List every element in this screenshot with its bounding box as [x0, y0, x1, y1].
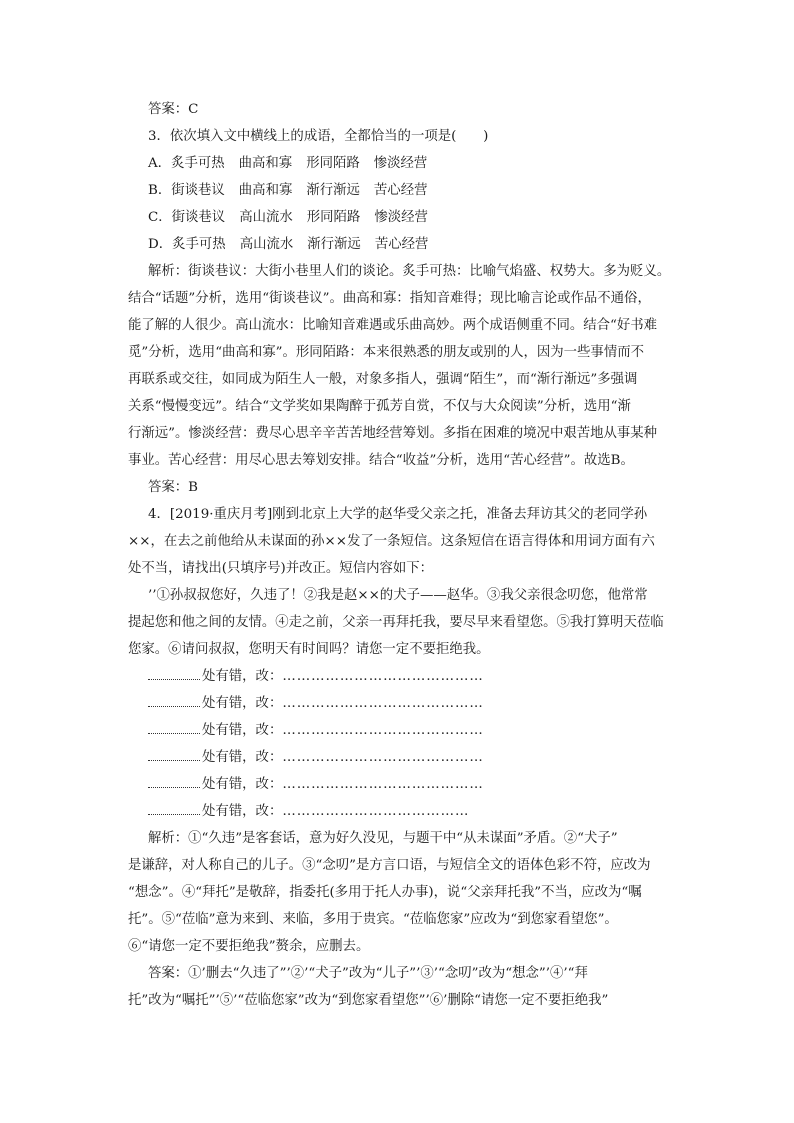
option-label: A． [148, 156, 172, 171]
option-word: 惨淡经营 [374, 210, 428, 225]
blank-line [148, 744, 680, 771]
option-word: 高山流水 [239, 210, 293, 225]
message-line: 您家。⑥请问叔叔，您明天有时间吗？请您一定不要拒绝我。 [128, 642, 490, 657]
stem-line: 处不当，请找出(只填序号)并改正。短信内容如下： [128, 561, 434, 576]
option-word: 炙手可热 [172, 237, 226, 252]
analysis-line: 关系“慢慢变远”。结合“文学奖如果陶醉于孤芳自赏，不仅与大众阅读”分析，选用“渐 [128, 399, 631, 414]
analysis-line: 解析：①“久违”是客套话，意为好久没见，与题干中“从未谋面”矛盾。②“犬子” [148, 831, 618, 846]
q3-option-c [148, 204, 680, 231]
blank-line [148, 690, 680, 717]
option-label: D． [148, 237, 173, 252]
option-word: 街谈巷议 [171, 183, 225, 198]
analysis-line: 是谦辞，对人称自己的儿子。③“念叨”是方言口语，与短信全文的语体色彩不符，应改为 [128, 858, 651, 873]
analysis-line: 事业。苦心经营：用尽心思去筹划安排。结合“收益”分析，选用“苦心经营”。故选B。 [128, 453, 634, 468]
analysis-line: 行渐远”。惨淡经营：费尽心思辛辛苦苦地经营筹划。多指在困难的境况中艰苦地从事某种 [128, 426, 658, 441]
fill-blank[interactable] [148, 746, 200, 761]
q4-answer [128, 960, 680, 1014]
fill-blank[interactable] [148, 692, 200, 707]
q3-stem: 3．依次填入文中横线上的成语，全都恰当的一项是( ) [148, 129, 489, 144]
blank-label: 处有错，改： [202, 804, 283, 819]
option-word: 苦心经营 [374, 237, 429, 252]
option-word: 曲高和寡 [238, 183, 293, 198]
option-word: 形同陌路 [306, 210, 361, 225]
stem-line: 4．[2019·重庆月考]刚到北京上大学的赵华受父亲之托，准备去拜访其父的老同学孙 [148, 507, 648, 522]
analysis-line: ⑥“请您一定不要拒绝我”赘余，应删去。 [128, 939, 370, 954]
answer-q3: 答案：B [148, 480, 199, 495]
q4-answer-blanks [148, 663, 680, 825]
q3-option-a [148, 150, 680, 177]
q3-option-b [148, 177, 680, 204]
q3-option-d [148, 231, 680, 258]
dotted-line: …………………………………… [282, 777, 484, 792]
blank-line [148, 663, 680, 690]
dotted-line: …………………………………… [282, 750, 484, 765]
content-area [128, 96, 680, 1014]
analysis-line: 觅”分析，选用“曲高和寡”。形同陌路：本来很熟悉的朋友或别的人，因为一些事情而不 [128, 345, 644, 360]
fill-blank[interactable] [148, 665, 200, 680]
message-line: 提起您和他之间的友情。④走之前，父亲一再拜托我，要尽早来看望您。⑤我打算明天莅临 [128, 615, 664, 630]
q4-message [128, 582, 680, 663]
message-line: ’’①孙叔叔您好，久违了！②我是赵××的犬子——赵华。③我父亲很念叨您，他常常 [148, 588, 648, 603]
blank-label: 处有错，改： [202, 777, 283, 792]
dotted-line: …………………………………… [282, 669, 484, 684]
blank-label: 处有错，改： [202, 723, 283, 738]
option-word: 形同陌路 [306, 156, 360, 171]
option-word: 高山流水 [239, 237, 294, 252]
fill-blank[interactable] [148, 773, 200, 788]
analysis-line: 托”。⑤“莅临”意为来到、来临，多用于贵宾。“莅临您家”应改为“到您家看望您”。 [128, 912, 618, 927]
blank-label: 处有错，改： [202, 669, 283, 684]
q4-stem [128, 501, 680, 582]
option-word: 渐行渐远 [306, 183, 360, 198]
dotted-line: …………………………………… [282, 723, 484, 738]
blank-line [148, 771, 680, 798]
blank-line [148, 717, 680, 744]
dotted-line: …………………………………… [282, 696, 484, 711]
q4-analysis [128, 825, 680, 960]
answer-line: 托”改为“嘱托”’⑤’“莅临您家”改为“到您家看望您”’⑥’删除“请您一定不要拒绝我” [128, 993, 609, 1008]
blank-line [148, 798, 680, 825]
option-word: 苦心经营 [373, 183, 428, 198]
answer-q2: 答案：C [148, 102, 199, 117]
analysis-line: 解析：街谈巷议：大街小巷里人们的谈论。炙手可热：比喻气焰盛、权势大。多为贬义。 [148, 264, 671, 279]
option-word: 炙手可热 [171, 156, 225, 171]
option-word: 渐行渐远 [307, 237, 361, 252]
fill-blank[interactable] [148, 719, 200, 734]
option-word: 曲高和寡 [238, 156, 293, 171]
analysis-line: 结合“话题”分析，选用“街谈巷议”。曲高和寡：指知音难得；现比喻言论或作品不通俗， [128, 291, 651, 306]
fill-blank[interactable] [148, 800, 200, 815]
option-word: 街谈巷议 [171, 210, 226, 225]
q3-analysis [128, 258, 680, 474]
stem-line: ××，在去之前他给从未谋面的孙××发了一条短信。这条短信在语言得体和用词方面有六 [128, 534, 655, 549]
option-label: B． [148, 183, 172, 198]
analysis-line: “想念”。④“拜托”是敬辞，指委托(多用于托人办事)，说“父亲拜托我”不当，应改为“嘱 [128, 885, 642, 900]
option-word: 惨淡经营 [373, 156, 428, 171]
q3-options [148, 150, 680, 258]
answer-line: 答案：①’删去“久违了”’②’“犬子”改为“儿子”’③’“念叨”改为“想念”’④’“拜 [148, 966, 588, 981]
option-label: C． [148, 210, 172, 225]
blank-label: 处有错，改： [202, 696, 283, 711]
analysis-line: 能了解的人很少。高山流水：比喻知音难遇或乐曲高妙。两个成语侧重不同。结合“好书难 [128, 318, 658, 333]
blank-label: 处有错，改： [202, 750, 283, 765]
analysis-line: 再联系或交往，如同成为陌生人一般，对象多指人，强调“陌生”，而“渐行渐远”多强调 [128, 372, 638, 387]
dotted-line: ………………………………… [282, 804, 470, 819]
